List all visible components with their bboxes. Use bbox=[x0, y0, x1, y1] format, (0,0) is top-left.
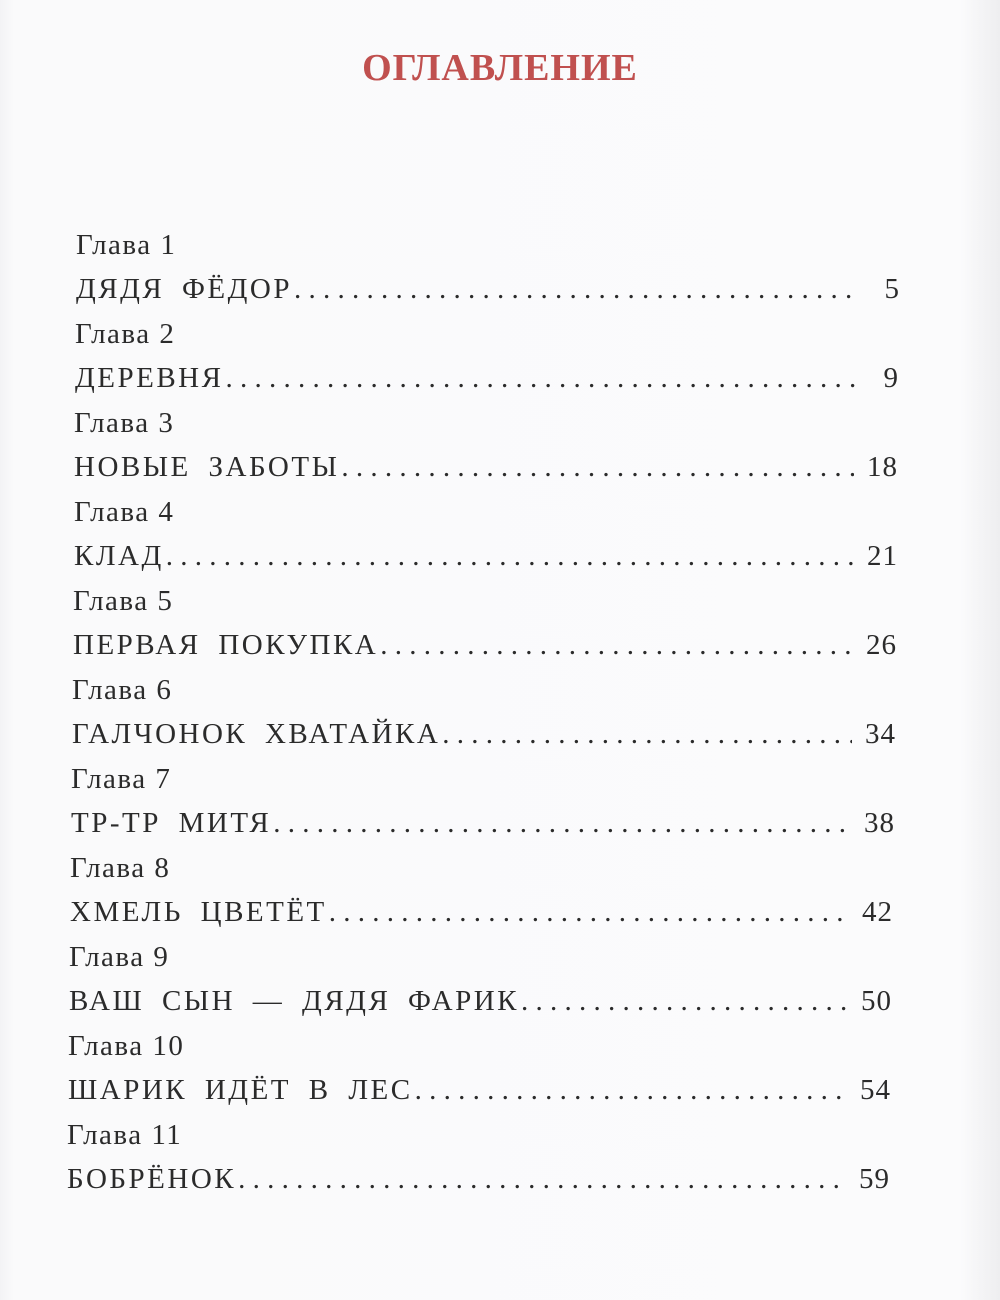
dot-leader bbox=[273, 806, 851, 840]
chapter-title: ВАШ СЫН — ДЯДЯ ФАРИК bbox=[69, 985, 519, 1017]
chapter-title: НОВЫЕ ЗАБОТЫ bbox=[74, 451, 340, 483]
dot-leader bbox=[442, 717, 852, 751]
chapter-line bbox=[71, 806, 895, 840]
page-number: 26 bbox=[866, 629, 897, 661]
page-number: 42 bbox=[862, 896, 893, 928]
chapter-label: Глава 3 bbox=[74, 407, 175, 439]
dot-leader bbox=[238, 1162, 846, 1196]
page-number: 38 bbox=[864, 807, 895, 839]
toc-entry bbox=[74, 495, 898, 585]
page-number: 54 bbox=[860, 1074, 891, 1106]
chapter-label: Глава 1 bbox=[76, 229, 177, 261]
chapter-title: КЛАД bbox=[74, 540, 164, 572]
page-number: 34 bbox=[865, 718, 896, 750]
chapter-line bbox=[75, 361, 899, 395]
chapter-line bbox=[74, 539, 898, 573]
chapter-line bbox=[73, 628, 897, 662]
dot-leader bbox=[415, 1073, 847, 1107]
toc-entry bbox=[76, 228, 900, 318]
dot-leader bbox=[166, 539, 854, 573]
chapter-line bbox=[74, 450, 898, 484]
dot-leader bbox=[294, 272, 856, 306]
chapter-label: Глава 11 bbox=[67, 1119, 183, 1151]
chapter-label: Глава 10 bbox=[68, 1030, 185, 1062]
chapter-title: ДЕРЕВНЯ bbox=[75, 362, 224, 394]
chapter-title: ТР-ТР МИТЯ bbox=[71, 807, 272, 839]
chapter-line bbox=[70, 895, 893, 929]
toc-entry bbox=[67, 1118, 890, 1208]
toc-entry bbox=[71, 762, 895, 852]
chapter-title: ПЕРВАЯ ПОКУПКА bbox=[73, 629, 379, 661]
page-title: ОГЛАВЛЕНИЕ bbox=[362, 47, 638, 89]
chapter-line bbox=[67, 1162, 890, 1196]
page-number: 18 bbox=[867, 451, 898, 483]
chapter-label: Глава 8 bbox=[70, 852, 171, 884]
chapter-title: ХМЕЛЬ ЦВЕТЁТ bbox=[70, 896, 327, 928]
toc-entry bbox=[69, 940, 892, 1030]
page-number: 21 bbox=[867, 540, 898, 572]
chapter-label: Глава 5 bbox=[73, 585, 174, 617]
page-number: 9 bbox=[883, 362, 899, 394]
dot-leader bbox=[341, 450, 854, 484]
toc-entry bbox=[75, 317, 899, 407]
dot-leader bbox=[521, 984, 848, 1018]
chapter-label: Глава 9 bbox=[69, 941, 170, 973]
toc-entry bbox=[72, 673, 896, 763]
chapter-title: ШАРИК ИДЁТ В ЛЕС bbox=[68, 1074, 413, 1106]
page-number: 59 bbox=[859, 1163, 890, 1195]
page-number: 5 bbox=[884, 273, 900, 305]
chapter-line bbox=[72, 717, 896, 751]
chapter-label: Глава 6 bbox=[72, 674, 173, 706]
chapter-line bbox=[68, 1073, 891, 1107]
dot-leader bbox=[380, 628, 853, 662]
chapter-label: Глава 7 bbox=[71, 763, 172, 795]
dot-leader bbox=[225, 361, 855, 395]
chapter-title: БОБРЁНОК bbox=[67, 1163, 237, 1195]
chapter-title: ГАЛЧОНОК ХВАТАЙКА bbox=[72, 718, 441, 750]
chapter-line bbox=[76, 272, 900, 306]
chapter-title: ДЯДЯ ФЁДОР bbox=[76, 273, 292, 305]
toc-entry bbox=[68, 1029, 891, 1119]
toc-entry bbox=[74, 406, 898, 496]
page-number: 50 bbox=[861, 985, 892, 1017]
toc-entry bbox=[70, 851, 893, 941]
chapter-label: Глава 2 bbox=[75, 318, 176, 350]
chapter-line bbox=[69, 984, 892, 1018]
dot-leader bbox=[329, 895, 849, 929]
toc-entry bbox=[73, 584, 897, 674]
chapter-label: Глава 4 bbox=[74, 496, 175, 528]
